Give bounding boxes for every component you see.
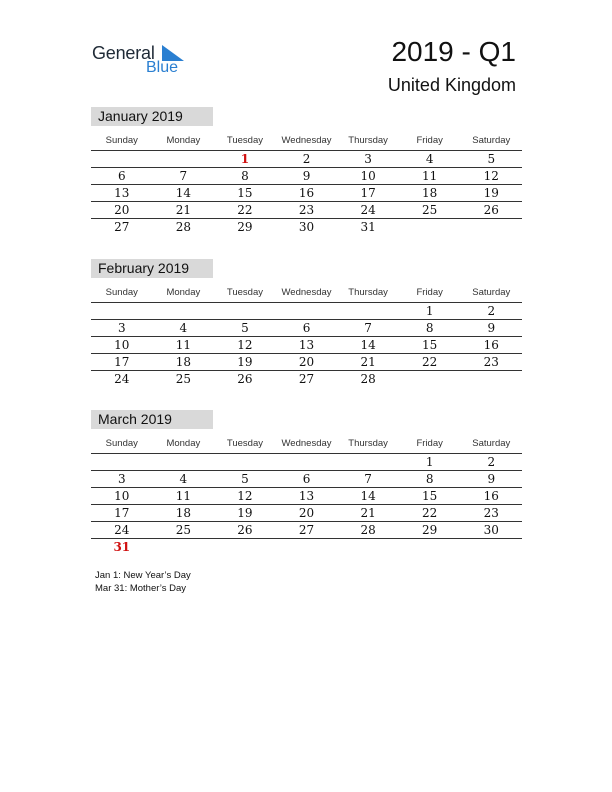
day-cell	[399, 219, 461, 235]
week-row	[91, 522, 522, 539]
week-row	[91, 303, 522, 320]
day-cell: 11	[175, 489, 191, 503]
day-cell: 12	[237, 489, 253, 503]
week-row	[91, 354, 522, 371]
month-header: January 2019	[91, 107, 213, 126]
day-cell: 13	[298, 338, 315, 352]
day-cell	[276, 539, 338, 555]
weekday-label: Wednesday	[281, 135, 332, 146]
weekday-label: Tuesday	[226, 438, 263, 449]
day-cell: 2	[302, 152, 311, 166]
day-cell: 18	[422, 186, 438, 200]
day-cell: 27	[298, 523, 315, 537]
weekday-label: Saturday	[472, 135, 511, 146]
day-cell: 24	[114, 523, 130, 537]
weekday-label: Thursday	[348, 438, 388, 449]
day-cell	[153, 539, 215, 555]
day-cell: 26	[483, 203, 499, 217]
day-cell: 24	[114, 372, 130, 386]
month-february	[91, 259, 522, 387]
month-march	[91, 410, 522, 555]
holiday-day-cell: 31	[113, 540, 131, 554]
day-cell: 30	[483, 523, 499, 537]
day-cell: 21	[360, 355, 376, 369]
day-cell: 17	[114, 355, 130, 369]
day-cell: 24	[360, 203, 376, 217]
day-cell: 19	[237, 355, 253, 369]
day-cell: 18	[175, 355, 191, 369]
weekday-label: Tuesday	[226, 135, 263, 146]
week-row	[91, 320, 522, 337]
day-cell: 9	[487, 321, 496, 335]
weekday-label: Saturday	[472, 287, 511, 298]
day-cell: 9	[302, 169, 311, 183]
day-cell	[460, 539, 522, 555]
day-cell: 28	[360, 523, 376, 537]
weekday-label: Sunday	[105, 438, 138, 449]
weekday-label: Friday	[416, 287, 443, 298]
day-cell: 25	[175, 372, 191, 386]
day-cell: 22	[237, 203, 253, 217]
day-cell: 26	[237, 372, 253, 386]
day-cell: 3	[117, 472, 126, 486]
week-row	[91, 202, 522, 219]
day-cell: 8	[241, 169, 249, 183]
day-cell: 16	[483, 489, 499, 503]
day-cell	[460, 219, 522, 235]
day-cell: 11	[422, 169, 438, 183]
month-january	[91, 107, 522, 235]
weekday-label: Wednesday	[281, 438, 332, 449]
day-cell: 11	[175, 338, 191, 352]
week-row	[91, 488, 522, 505]
day-cell: 22	[422, 355, 438, 369]
week-row	[91, 168, 522, 185]
day-cell	[276, 454, 338, 470]
day-cell: 5	[487, 152, 496, 166]
week-row	[91, 539, 522, 555]
week-row	[91, 219, 522, 235]
logo	[92, 40, 192, 80]
day-cell: 16	[483, 338, 499, 352]
day-cell: 14	[360, 338, 376, 352]
day-cell: 31	[360, 220, 376, 234]
day-cell: 15	[422, 489, 438, 503]
day-cell: 6	[117, 169, 126, 183]
weekday-header-row	[91, 283, 522, 303]
day-cell: 2	[487, 304, 496, 318]
day-cell: 1	[425, 304, 434, 318]
week-row	[91, 454, 522, 471]
day-cell: 22	[422, 506, 438, 520]
day-cell: 25	[422, 203, 438, 217]
page-title: 2019 - Q1	[391, 36, 516, 67]
day-cell: 15	[422, 338, 438, 352]
holiday-notes	[95, 570, 191, 595]
day-cell: 25	[175, 523, 191, 537]
weekday-label: Tuesday	[226, 287, 263, 298]
weekday-header-row	[91, 131, 522, 151]
day-cell: 7	[364, 321, 372, 335]
day-cell: 8	[425, 321, 434, 335]
day-cell: 4	[179, 321, 188, 335]
month-header: March 2019	[91, 410, 213, 429]
day-cell	[91, 151, 153, 167]
day-cell: 27	[298, 372, 315, 386]
day-cell: 4	[425, 152, 434, 166]
day-cell: 2	[487, 455, 496, 469]
day-cell: 6	[302, 321, 311, 335]
day-cell: 19	[483, 186, 499, 200]
day-cell: 13	[298, 489, 315, 503]
country-subtitle: United Kingdom	[387, 75, 516, 95]
day-cell: 23	[483, 355, 499, 369]
week-row	[91, 371, 522, 387]
day-cell: 12	[483, 169, 499, 183]
day-cell: 15	[237, 186, 253, 200]
day-cell: 17	[114, 506, 130, 520]
weekday-label: Friday	[416, 135, 443, 146]
day-cell: 14	[175, 186, 191, 200]
day-cell	[399, 539, 461, 555]
day-cell	[153, 303, 215, 319]
day-cell: 16	[298, 186, 315, 200]
holiday-note: Jan 1: New Year’s Day	[95, 570, 191, 581]
day-cell: 6	[302, 472, 311, 486]
day-cell: 23	[483, 506, 499, 520]
day-cell: 27	[114, 220, 130, 234]
weekday-label: Monday	[166, 135, 201, 146]
day-cell	[91, 303, 153, 319]
day-cell: 20	[298, 506, 315, 520]
weekday-label: Thursday	[348, 135, 388, 146]
day-cell: 29	[422, 523, 438, 537]
weekday-label: Sunday	[105, 135, 138, 146]
week-row	[91, 185, 522, 202]
day-cell: 8	[425, 472, 434, 486]
holiday-note: Mar 31: Mother’s Day	[95, 582, 186, 594]
weekday-label: Thursday	[348, 287, 388, 298]
day-cell: 18	[175, 506, 191, 520]
weekday-label: Monday	[166, 438, 201, 449]
day-cell: 3	[364, 152, 372, 166]
day-cell: 14	[360, 489, 376, 503]
day-cell	[276, 303, 338, 319]
day-cell: 10	[114, 338, 130, 352]
day-cell: 7	[179, 169, 188, 183]
day-cell: 29	[237, 220, 253, 234]
holiday-day-cell: 1	[240, 152, 250, 166]
day-cell: 20	[114, 203, 130, 217]
day-cell: 5	[241, 472, 249, 486]
week-row	[91, 151, 522, 168]
week-row	[91, 337, 522, 354]
weekday-label: Saturday	[472, 438, 511, 449]
day-cell: 7	[364, 472, 372, 486]
day-cell: 12	[237, 338, 253, 352]
weekday-label: Friday	[416, 438, 443, 449]
day-cell: 28	[175, 220, 191, 234]
day-cell: 9	[487, 472, 496, 486]
day-cell: 13	[114, 186, 130, 200]
day-cell: 20	[298, 355, 315, 369]
week-row	[91, 505, 522, 522]
day-cell	[214, 539, 276, 555]
weekday-label: Wednesday	[281, 287, 332, 298]
month-header: February 2019	[91, 259, 213, 278]
day-cell	[153, 454, 215, 470]
day-cell: 30	[298, 220, 315, 234]
day-cell	[91, 454, 153, 470]
day-cell: 5	[241, 321, 249, 335]
day-cell	[153, 151, 215, 167]
logo-general-text: General	[92, 43, 155, 63]
day-cell: 1	[425, 455, 434, 469]
day-cell	[214, 454, 276, 470]
day-cell: 4	[179, 472, 188, 486]
day-cell: 19	[237, 506, 253, 520]
day-cell: 10	[114, 489, 130, 503]
day-cell: 26	[237, 523, 253, 537]
day-cell: 21	[175, 203, 191, 217]
day-cell	[214, 303, 276, 319]
logo-blue-text: Blue	[146, 59, 179, 76]
day-cell: 3	[117, 321, 126, 335]
day-cell	[337, 539, 399, 555]
day-cell: 10	[360, 169, 376, 183]
day-cell	[460, 371, 522, 387]
day-cell	[337, 454, 399, 470]
day-cell: 28	[360, 372, 376, 386]
weekday-label: Monday	[166, 287, 201, 298]
day-cell: 23	[298, 203, 315, 217]
day-cell	[337, 303, 399, 319]
day-cell: 21	[360, 506, 376, 520]
day-cell	[399, 371, 461, 387]
week-row	[91, 471, 522, 488]
day-cell: 17	[360, 186, 376, 200]
weekday-header-row	[91, 434, 522, 454]
weekday-label: Sunday	[105, 287, 138, 298]
